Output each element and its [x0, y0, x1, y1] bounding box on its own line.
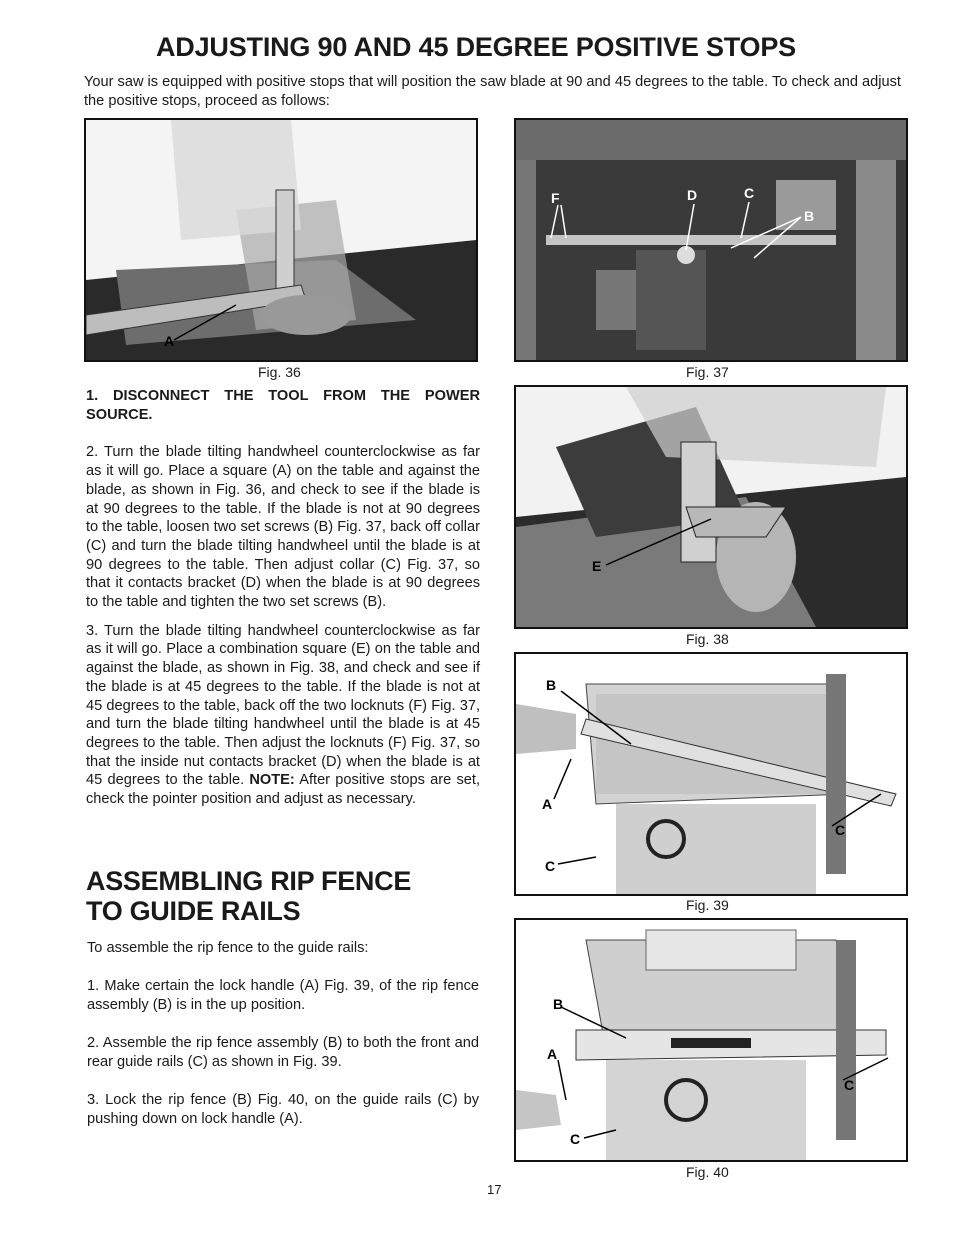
fig40-label-c-right: C	[844, 1077, 855, 1093]
page-title: ADJUSTING 90 AND 45 DEGREE POSITIVE STOPS	[156, 32, 796, 62]
fig40-label-b: B	[553, 996, 564, 1012]
step-2: 2. Turn the blade tilting handwheel counterclockwise as far as it will go. Place a square (A) on the table and against the blade, as shown in Fig. 36, and check to see if the blade is at 90 degrees to the table. If the blade is not at 90 degrees to the table, loosen two set screws (B) Fig. 37, back off collar (C) and turn the blade tilting handwheel until the blade is at 90 degrees to the table. Then adjust collar (C) Fig. 37, so that it contacts bracket (D) when the blade is at 90 degrees to the table and tighten the two set screws (B).	[86, 444, 480, 611]
fig37-label-d: D	[687, 187, 698, 203]
fig36-caption: Fig. 36	[258, 364, 301, 380]
fig39-label-b: B	[546, 677, 557, 693]
section-heading-line-1: ASSEMBLING RIP FENCE	[86, 866, 412, 896]
rip-fence-steps	[87, 939, 479, 1129]
fig40-label-c-left: C	[570, 1131, 581, 1147]
fig37-label-c: C	[744, 185, 755, 201]
fig37-label-b: B	[804, 208, 815, 224]
fig39-label-a: A	[542, 796, 553, 812]
fig36-label-a: A	[164, 333, 175, 349]
step-3-note-text: After positive stops are set, check the pointer position and adjust as necessary.	[86, 772, 481, 808]
figure-40-photo	[514, 918, 908, 1162]
fig39-label-c-right: C	[835, 822, 846, 838]
rip-intro: To assemble the rip fence to the guide rails:	[87, 940, 369, 956]
figure-38-photo	[514, 385, 908, 629]
figure-39-photo	[514, 652, 908, 896]
step-3-text: 3. Turn the blade tilting handwheel counterclockwise as far as it will go. Place a combination square (E) on the table and against the blade, as shown in Fig. 38, and check and see if the blade is at 45 degrees to the table. If the blade is not at 45 degrees to the table, back off the two locknuts (F) Fig. 37, and turn the blade tilting handwheel until the blade is at 45 degrees to the table. Then adjust the locknuts (F) Fig. 37, so that the inside nut contacts bracket (D) when the blade is at 45 degrees to the table.	[86, 622, 480, 789]
page-number: 17	[487, 1182, 502, 1197]
section-heading-rip-fence	[86, 866, 411, 926]
fig40-label-a: A	[547, 1046, 558, 1062]
fig38-label-e: E	[592, 558, 602, 574]
rip-step-2: 2. Assemble the rip fence assembly (B) to both the front and rear guide rails (C) as shown in Fig. 39.	[87, 1035, 479, 1070]
fig38-caption: Fig. 38	[686, 631, 729, 647]
step-3	[86, 622, 480, 809]
figure-36-photo	[84, 118, 478, 362]
fig37-caption: Fig. 37	[686, 364, 729, 380]
section-heading-line-2: TO GUIDE RAILS	[86, 896, 301, 926]
rip-step-3: 3. Lock the rip fence (B) Fig. 40, on the guide rails (C) by pushing down on lock handle (A).	[87, 1092, 479, 1127]
intro-paragraph: Your saw is equipped with positive stops that will position the saw blade at 90 and 45 degrees to the table. To check and adjust the positive stops, proceed as follows:	[84, 74, 901, 109]
rip-step-1: 1. Make certain the lock handle (A) Fig. 39, of the rip fence assembly (B) is in the up position.	[87, 978, 479, 1013]
fig39-label-c-left: C	[545, 858, 556, 874]
step-1: 1. DISCONNECT THE TOOL FROM THE POWER SOURCE.	[86, 388, 480, 423]
figure-37-photo	[514, 118, 908, 362]
fig39-caption: Fig. 39	[686, 897, 729, 913]
fig40-caption: Fig. 40	[686, 1164, 729, 1180]
step-3-note-label: NOTE:	[249, 772, 295, 789]
fig37-label-f: F	[551, 190, 560, 206]
step-list	[86, 387, 480, 809]
